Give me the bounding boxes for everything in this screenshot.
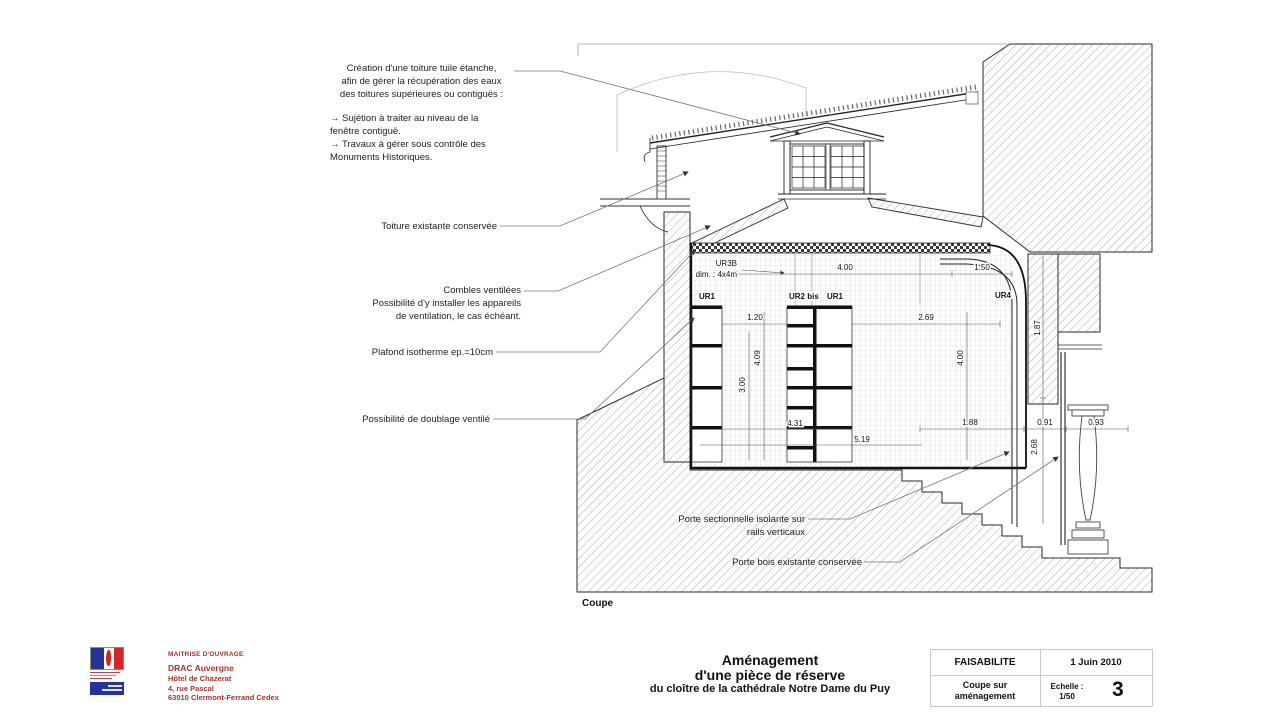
note-combles <box>340 284 521 323</box>
date-label: 1 Juin 2010 <box>1070 657 1122 668</box>
client-address <box>168 674 279 703</box>
scale-block <box>1044 682 1090 702</box>
note-line: Porte sectionnelle isolante sur <box>678 514 805 525</box>
note-creation-toiture <box>330 62 513 163</box>
note-line: des toitures supérieures ou contiguës : <box>339 89 504 100</box>
client-name: DRAC Auvergne <box>168 663 234 673</box>
dim-093: 0.93 <box>1088 418 1104 427</box>
ministry-box <box>90 682 124 695</box>
note-toiture-existante: Toiture existante conservée <box>381 221 497 232</box>
view-label-coupe: Coupe <box>582 598 614 609</box>
dormer-window <box>770 123 886 199</box>
dim-400v: 4.00 <box>956 350 965 366</box>
scale-label: Echelle : <box>1050 682 1084 691</box>
note-line: → Sujétion à traiter au niveau de la <box>330 113 479 124</box>
address-line: 4, rue Pascal <box>168 683 214 693</box>
note-line: Possibilité d'y installer les appareils <box>372 298 521 309</box>
address-line: Hôtel de Chazerat <box>168 674 232 683</box>
label-ur3b: UR3B <box>715 259 737 268</box>
title-line: du cloître de la cathédrale Notre Dame du Puy <box>649 683 891 695</box>
phase-label: FAISABILITE <box>954 657 1016 668</box>
note-line: rails verticaux <box>746 527 805 538</box>
dim-top-width: 4.00 <box>837 263 853 272</box>
note-line: afin de gérer la récupération des eaux <box>341 76 502 87</box>
vault-outline <box>617 72 806 152</box>
label-ur3b-dim: dim. : 4x4m <box>695 270 737 279</box>
note-line: fenêtre contiguë. <box>330 126 401 137</box>
label-ur2bis: UR2 bis <box>789 292 819 301</box>
title-block <box>0 644 1280 714</box>
label-ur1-mid: UR1 <box>827 292 844 301</box>
french-government-logo <box>90 647 124 695</box>
label-ur1-left: UR1 <box>699 292 716 301</box>
drawing-name-line: aménagement <box>954 691 1016 701</box>
dim-300: 3.00 <box>738 377 747 393</box>
dim-519: 5.19 <box>854 435 870 444</box>
drawing-name <box>935 680 1035 702</box>
dim-120: 1.20 <box>747 313 763 322</box>
baluster-column <box>1068 405 1108 554</box>
scale-value: 1/50 <box>1059 692 1075 701</box>
address-line: 63010 Clermont-Ferrand Cedex <box>168 693 279 702</box>
left-wall-pier <box>664 212 690 462</box>
note-line: Création d'une toiture tuile étanche, <box>346 63 497 74</box>
project-title <box>610 653 930 695</box>
dim-409: 4.09 <box>753 350 762 366</box>
flag-icon <box>90 647 124 670</box>
roof <box>644 87 978 162</box>
title-line: Aménagement <box>721 652 819 668</box>
note-porte-sectionnelle <box>645 513 805 539</box>
sheet-number: 3 <box>1112 678 1124 701</box>
note-line: Monuments Historiques. <box>330 152 433 163</box>
label-ur4: UR4 <box>995 291 1012 300</box>
dim-187: 1.87 <box>1033 320 1042 336</box>
note-plafond-isotherme: Plafond isotherme ep.=10cm <box>371 347 493 358</box>
note-porte-bois: Porte bois existante conservée <box>732 557 862 568</box>
dim-top-right: 1.50 <box>974 263 990 272</box>
maitrise-label: MAITRISE D'OUVRAGE <box>168 651 244 658</box>
dim-268: 2.68 <box>1030 439 1039 455</box>
note-line: de ventilation, le cas échéant. <box>395 311 521 322</box>
dim-188: 1.88 <box>962 418 978 427</box>
dim-431: 4.31 <box>787 419 803 428</box>
drawing-frame <box>578 44 1008 56</box>
dim-269: 2.69 <box>918 313 934 322</box>
dim-091: 0.91 <box>1037 418 1053 427</box>
note-line: → Travaux à gérer sous contrôle des <box>330 139 486 150</box>
note-line: Combles ventilées <box>443 285 521 296</box>
title-line: d'une pièce de réserve <box>694 667 846 683</box>
drawing-name-line: Coupe sur <box>962 680 1008 690</box>
note-doublage-ventile: Possibilité de doublage ventilé <box>362 414 490 425</box>
ceiling-slopes <box>692 198 983 250</box>
